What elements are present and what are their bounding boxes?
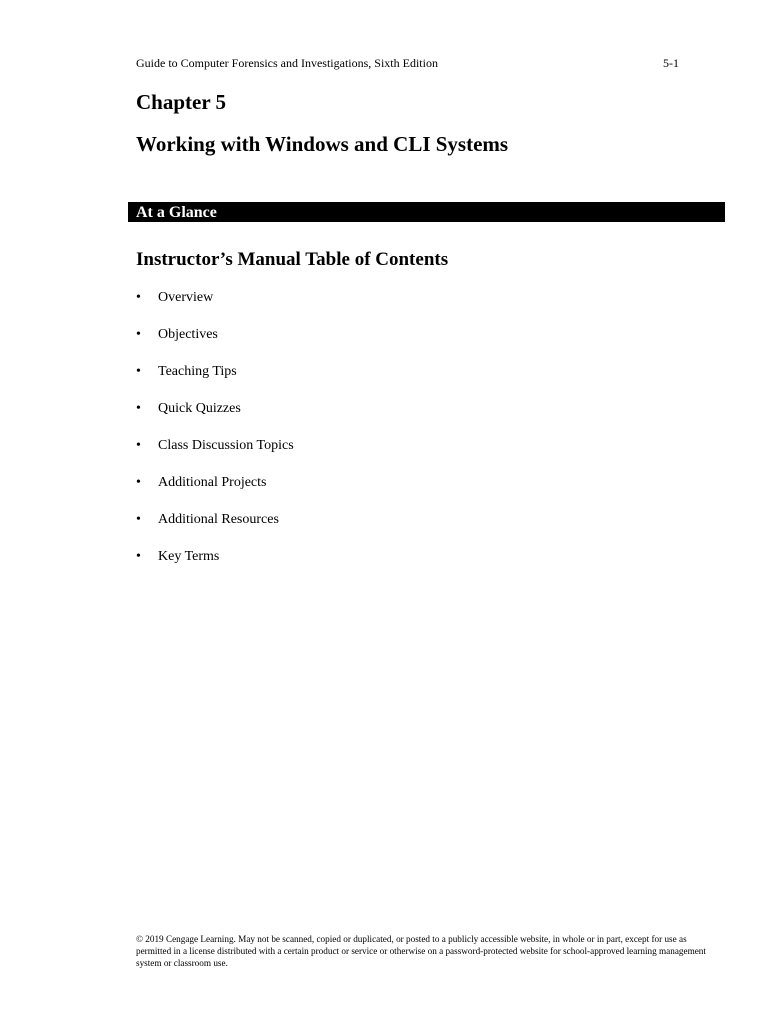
- toc-item-key-terms: Key Terms: [158, 549, 220, 564]
- chapter-title: Working with Windows and CLI Systems: [136, 132, 509, 156]
- copyright-notice: © 2019 Cengage Learning. May not be scanned, copied or duplicated, or posted to a publicly accessible website, in whole or in part, except for use as permitted in a license distributed with a certain product or service or otherwise on a password-protected website for school-approved learning management system or classroom use.: [136, 934, 706, 968]
- bullet-icon: •: [136, 475, 141, 490]
- toc-item-class-discussion-topics: Class Discussion Topics: [158, 438, 294, 453]
- page-number: 5-1: [663, 56, 679, 70]
- toc-item-quick-quizzes: Quick Quizzes: [158, 401, 241, 416]
- book-title: Guide to Computer Forensics and Investigations, Sixth Edition: [136, 56, 438, 70]
- toc-item-teaching-tips: Teaching Tips: [158, 364, 237, 379]
- toc-item-objectives: Objectives: [158, 327, 218, 342]
- toc-heading: Instructor’s Manual Table of Contents: [136, 249, 449, 270]
- bullet-icon: •: [136, 327, 141, 342]
- bullet-icon: •: [136, 512, 141, 527]
- at-a-glance-label: At a Glance: [136, 204, 217, 221]
- at-a-glance-banner: [128, 202, 725, 222]
- bullet-icon: •: [136, 290, 141, 305]
- bullet-icon: •: [136, 549, 141, 564]
- toc-item-overview: Overview: [158, 290, 214, 305]
- bullet-icon: •: [136, 401, 141, 416]
- bullet-icon: •: [136, 438, 141, 453]
- bullet-icon: •: [136, 364, 141, 379]
- toc-item-additional-resources: Additional Resources: [158, 512, 279, 527]
- toc-item-additional-projects: Additional Projects: [158, 475, 267, 490]
- chapter-number: Chapter 5: [136, 90, 227, 114]
